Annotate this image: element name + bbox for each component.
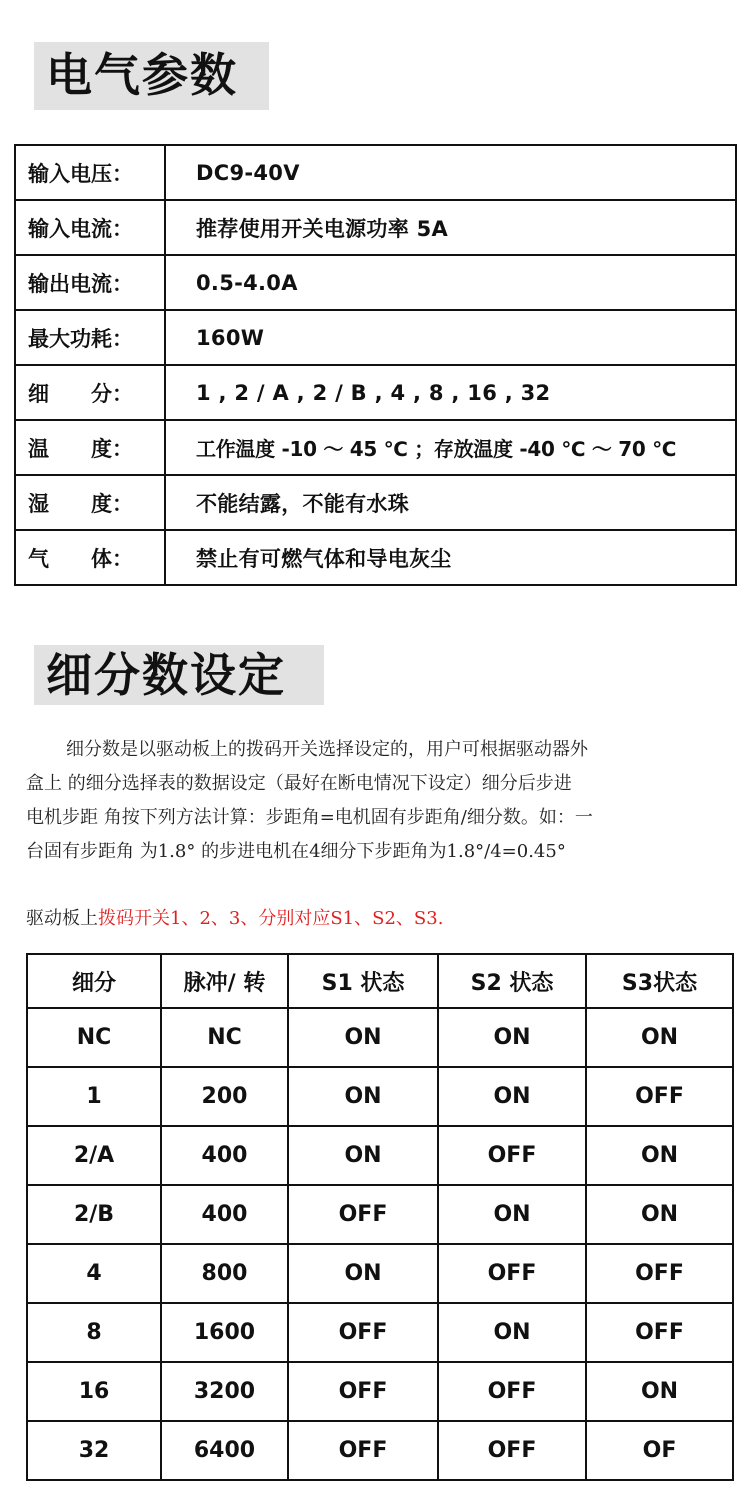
table-cell: 6400: [161, 1421, 288, 1480]
paragraph-line: 台固有步距角 为1.8° 的步进电机在4细分下步距角为1.8°/4=0.45°: [26, 841, 566, 862]
param-value: 禁止有可燃气体和导电灰尘: [165, 530, 736, 585]
column-header: S2 状态: [438, 954, 586, 1008]
param-value: 推荐使用开关电源功率 5A: [165, 200, 736, 255]
table-row: [15, 530, 736, 585]
electrical-params-table: [14, 144, 737, 586]
table-cell: NC: [161, 1008, 288, 1067]
table-cell: OFF: [438, 1244, 586, 1303]
table-cell: 3200: [161, 1362, 288, 1421]
param-label: 细 分：: [15, 365, 165, 420]
table-cell: ON: [438, 1008, 586, 1067]
param-label: 输出电流：: [15, 255, 165, 310]
param-value: 不能结露，不能有水珠: [165, 475, 736, 530]
table-row: [15, 365, 736, 420]
column-header: 脉冲/ 转: [161, 954, 288, 1008]
column-header: S3状态: [586, 954, 733, 1008]
table-row: [15, 200, 736, 255]
table-cell: ON: [288, 1126, 438, 1185]
table-cell: ON: [586, 1362, 733, 1421]
table-cell: 1: [27, 1067, 161, 1126]
param-value: 工作温度 -10 ～ 45 ℃ ；存放温度 -40 ℃ ～ 70 ℃: [165, 420, 736, 475]
param-value: 160W: [165, 310, 736, 365]
table-cell: 400: [161, 1126, 288, 1185]
microstep-description: [26, 733, 731, 869]
note-highlight: 拨码开关1、2、3、分别对应S1、S2、S3.: [98, 908, 444, 929]
table-cell: 16: [27, 1362, 161, 1421]
table-row: [15, 420, 736, 475]
microstep-switch-table: [26, 953, 734, 1481]
table-cell: OFF: [586, 1244, 733, 1303]
param-label: 输入电流：: [15, 200, 165, 255]
table-row: [15, 255, 736, 310]
table-row: [27, 1008, 733, 1067]
table-header-row: [27, 954, 733, 1008]
paragraph-line: 电机步距 角按下列方法计算：步距角=电机固有步距角/细分数。如：一: [26, 807, 593, 828]
table-cell: ON: [288, 1067, 438, 1126]
param-label: 最大功耗：: [15, 310, 165, 365]
table-cell: OFF: [586, 1303, 733, 1362]
table-cell: OFF: [288, 1421, 438, 1480]
column-header: 细分: [27, 954, 161, 1008]
table-row: [15, 310, 736, 365]
table-cell: OFF: [438, 1126, 586, 1185]
table-cell: NC: [27, 1008, 161, 1067]
table-cell: ON: [288, 1008, 438, 1067]
note-prefix: 驱动板上: [26, 908, 98, 929]
table-row: [27, 1362, 733, 1421]
table-cell: 32: [27, 1421, 161, 1480]
param-label: 湿 度：: [15, 475, 165, 530]
table-cell: ON: [288, 1244, 438, 1303]
column-header: S1 状态: [288, 954, 438, 1008]
table-cell: 800: [161, 1244, 288, 1303]
paragraph-line: 细分数是以驱动板上的拨码开关选择设定的，用户可根据驱动器外: [66, 739, 588, 760]
param-value: 0.5-4.0A: [165, 255, 736, 310]
table-cell: ON: [438, 1067, 586, 1126]
table-row: [27, 1421, 733, 1480]
table-cell: OFF: [288, 1185, 438, 1244]
table-cell: 1600: [161, 1303, 288, 1362]
table-cell: OFF: [438, 1421, 586, 1480]
table-row: [27, 1244, 733, 1303]
table-cell: OF: [586, 1421, 733, 1480]
param-value: 1 , 2 / A , 2 / B , 4 , 8 , 16 , 32: [165, 365, 736, 420]
param-label: 输入电压：: [15, 145, 165, 200]
table-row: [27, 1067, 733, 1126]
table-cell: 4: [27, 1244, 161, 1303]
table-cell: ON: [586, 1126, 733, 1185]
microstep-setting-heading: 细分数设定: [34, 645, 324, 705]
table-cell: OFF: [288, 1362, 438, 1421]
table-cell: 2/A: [27, 1126, 161, 1185]
table-cell: ON: [586, 1185, 733, 1244]
param-label: 温 度：: [15, 420, 165, 475]
table-cell: OFF: [438, 1362, 586, 1421]
table-row: [15, 475, 736, 530]
table-cell: 8: [27, 1303, 161, 1362]
table-row: [27, 1303, 733, 1362]
electrical-params-heading: 电气参数: [34, 42, 269, 110]
dip-switch-note: [26, 902, 731, 936]
table-cell: OFF: [586, 1067, 733, 1126]
table-row: [27, 1185, 733, 1244]
paragraph-line: 盒上 的细分选择表的数据设定（最好在断电情况下设定）细分后步进: [26, 773, 572, 794]
table-row: [27, 1126, 733, 1185]
table-cell: ON: [586, 1008, 733, 1067]
table-cell: 2/B: [27, 1185, 161, 1244]
table-cell: 400: [161, 1185, 288, 1244]
table-cell: ON: [438, 1185, 586, 1244]
table-cell: OFF: [288, 1303, 438, 1362]
param-value: DC9-40V: [165, 145, 736, 200]
param-label: 气 体：: [15, 530, 165, 585]
table-cell: 200: [161, 1067, 288, 1126]
table-cell: ON: [438, 1303, 586, 1362]
table-row: [15, 145, 736, 200]
